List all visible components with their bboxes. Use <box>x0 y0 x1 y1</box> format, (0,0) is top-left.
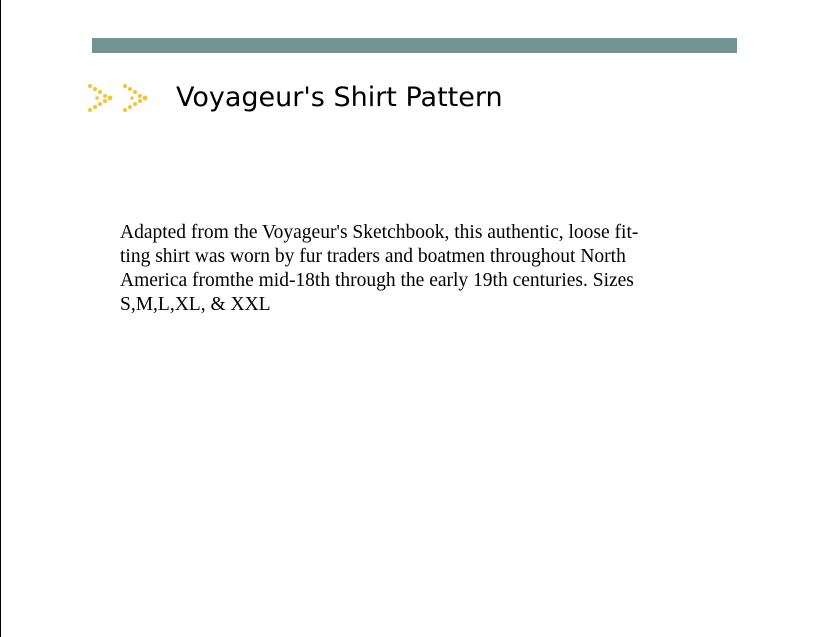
double-dotted-arrow-icon <box>85 83 151 113</box>
body-line: S,M,L,XL, & XXL <box>120 294 271 315</box>
body-line: ting shirt was worn by fur traders and boatmen throughout North <box>120 246 626 267</box>
body-line: Adapted from the Voyageur's Sketchbook, this authentic, loose fit- <box>120 222 639 243</box>
slide-body <box>120 221 690 317</box>
slide-title: Voyageur's Shirt Pattern <box>176 82 503 113</box>
header-bar <box>92 38 737 53</box>
body-line: America fromthe mid-18th through the early 19th centuries. Sizes <box>120 270 634 291</box>
